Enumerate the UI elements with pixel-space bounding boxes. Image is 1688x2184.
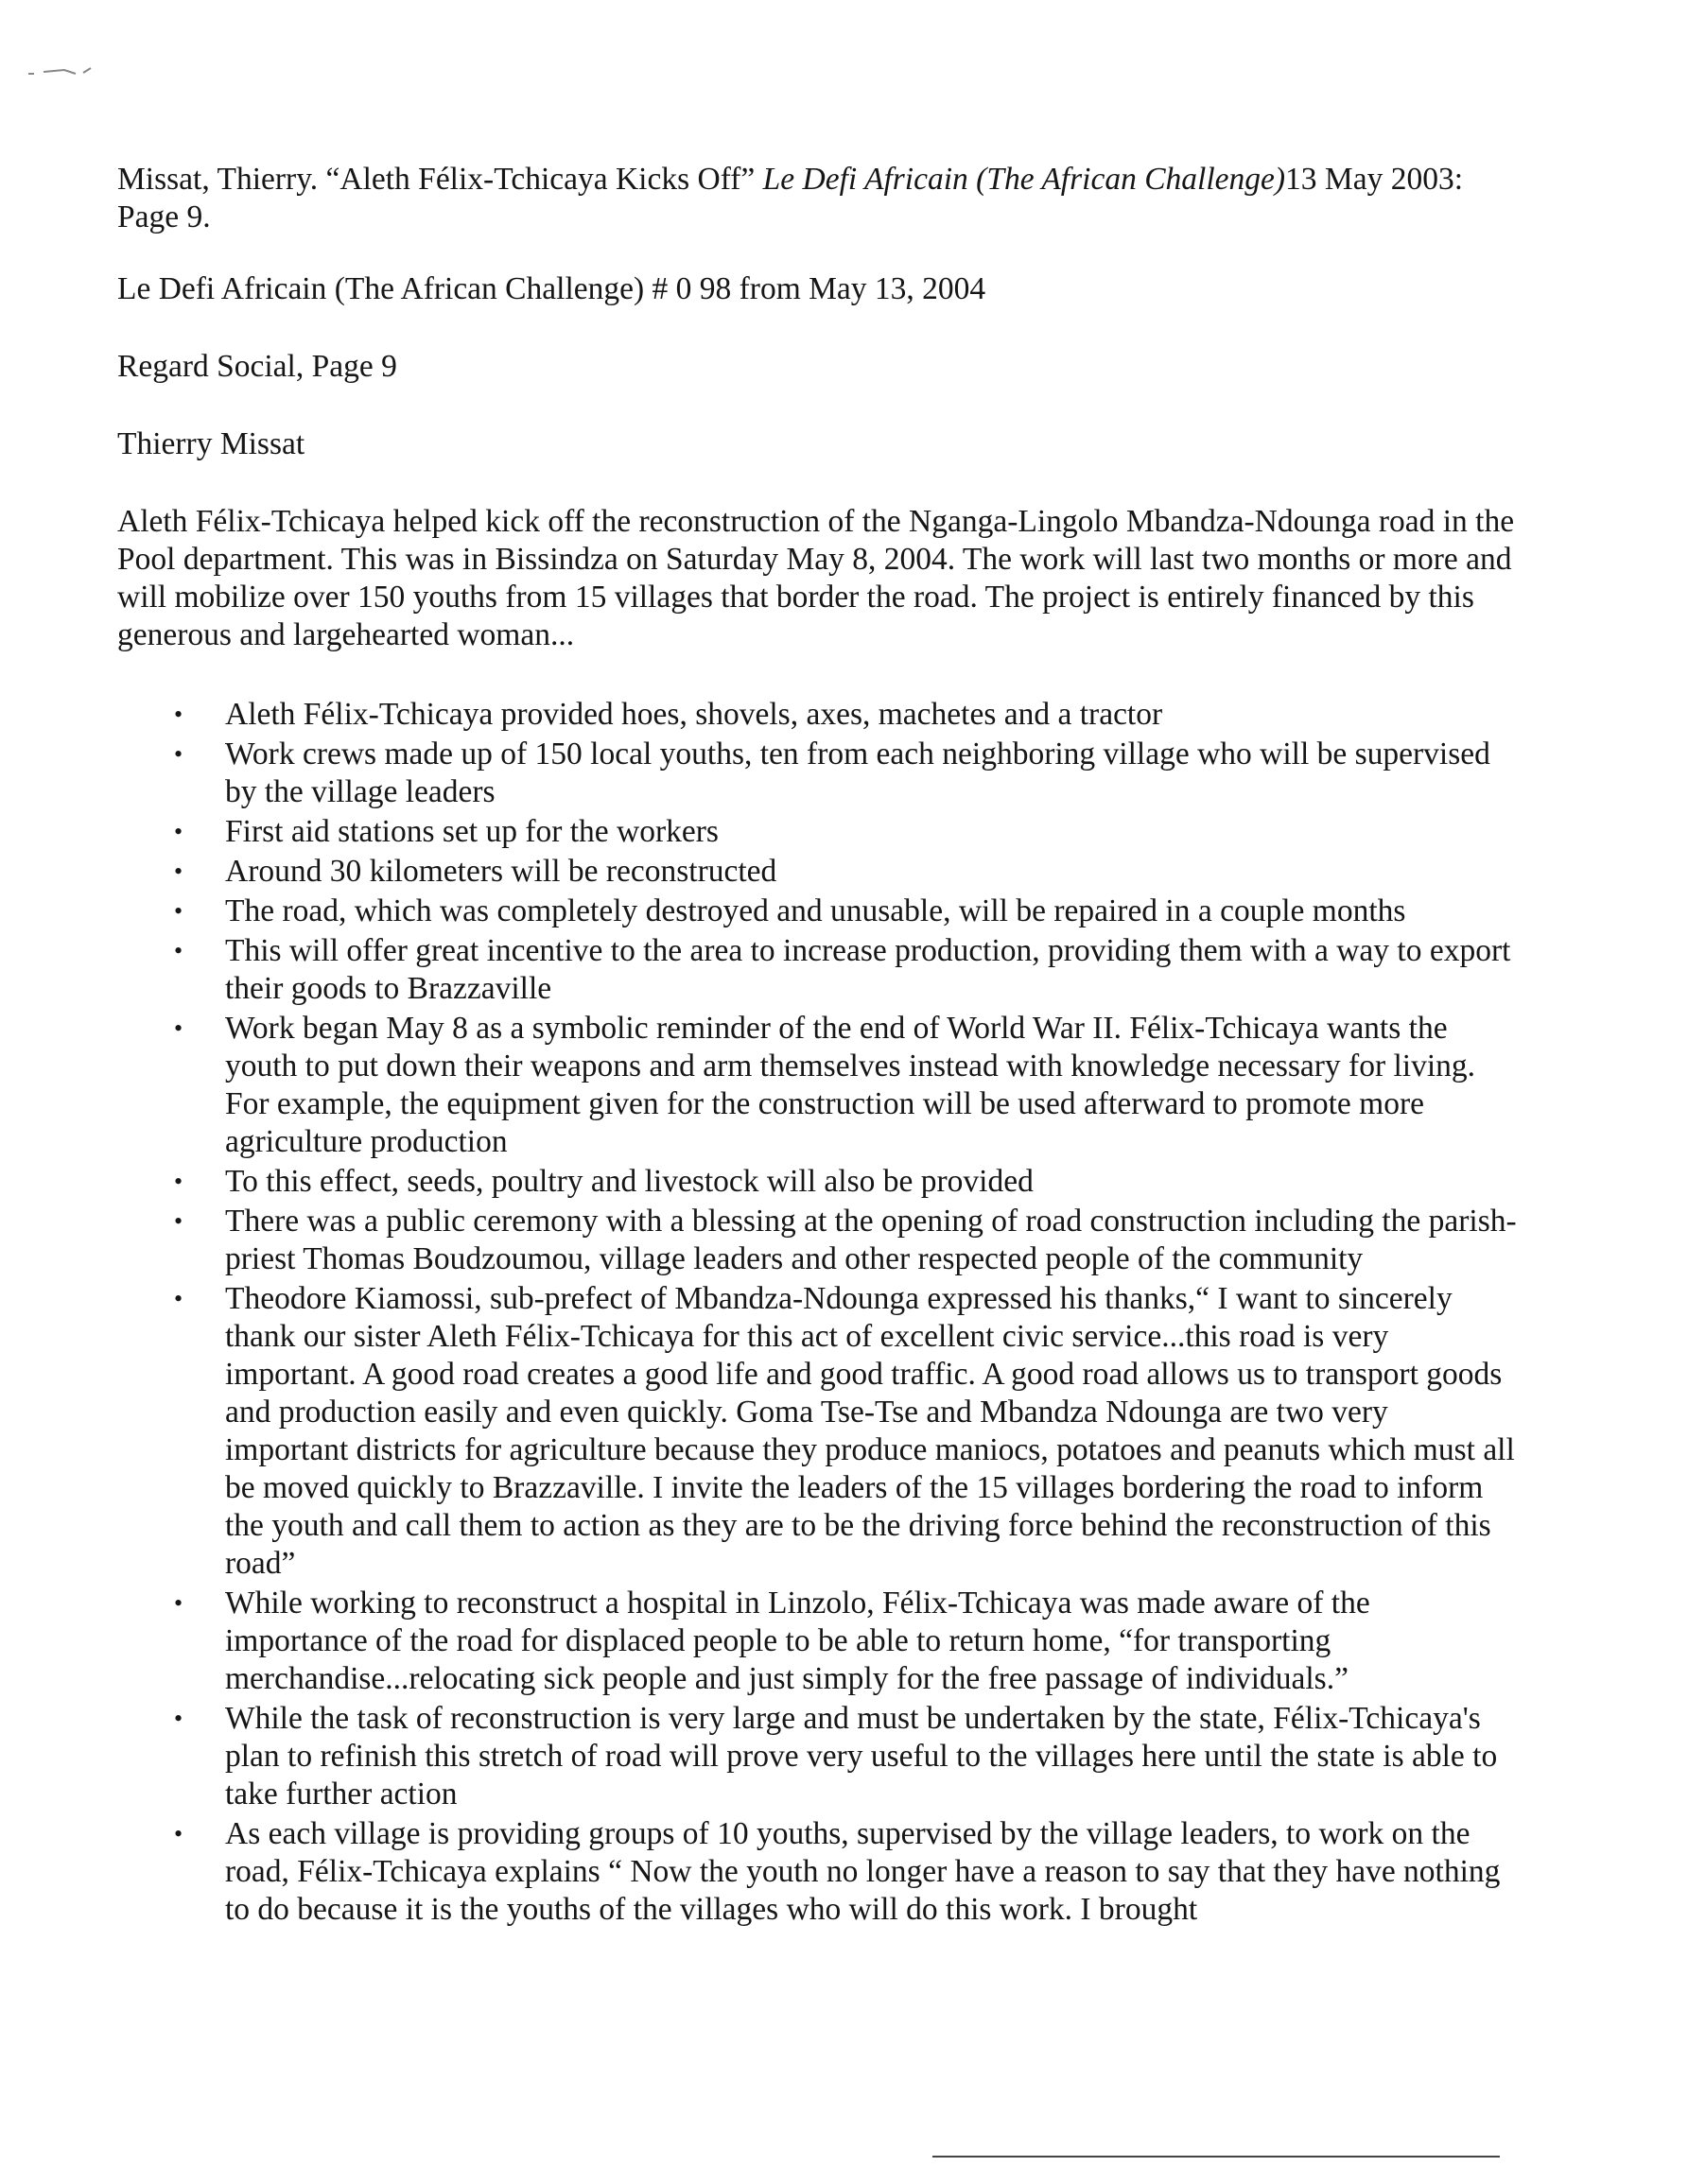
issue-line: Le Defi Africain (The African Challenge) # 0 98 from May 13, 2004 xyxy=(117,271,986,306)
citation-author-title: Missat, Thierry. “Aleth Félix-Tchicaya Kicks Off” xyxy=(117,162,763,197)
list-item-text: This will offer great incentive to the area to increase production, providing them with a way to export their goods to Brazzaville xyxy=(225,933,1511,1006)
list-item-text: Work crews made up of 150 local youths, ten from each neighboring village who will be supervised by the village leaders xyxy=(225,737,1490,809)
list-item xyxy=(117,1700,1517,1813)
citation-publication: Le Defi Africain (The African Challenge) xyxy=(762,162,1286,197)
bullet-list xyxy=(117,696,1517,1929)
list-item xyxy=(117,1010,1517,1161)
list-item-text: While the task of reconstruction is very large and must be undertaken by the state, Félix-Tchicaya's plan to refinish this stretch of road will prove very useful to the villages here until the state is able to take further action xyxy=(225,1701,1498,1811)
bullet-icon: • xyxy=(174,1168,183,1195)
list-item-text: Around 30 kilometers will be reconstructed xyxy=(225,854,777,889)
list-item xyxy=(117,1280,1517,1583)
list-item-text: As each village is providing groups of 10 youths, supervised by the village leaders, to work on the road, Félix-Tchicaya explains “ Now the youth no longer have a reason to say that they have nothing to do because it is the youths of the villages who will do this work. I brought xyxy=(225,1816,1501,1927)
list-item-text: To this effect, seeds, poultry and livestock will also be provided xyxy=(225,1164,1034,1199)
bullet-icon: • xyxy=(174,818,183,845)
list-item-text: The road, which was completely destroyed and unusable, will be repaired in a couple months xyxy=(225,893,1406,928)
bullet-icon: • xyxy=(174,1207,183,1235)
citation-date-page: 13 May 2003: Page 9. xyxy=(117,162,1464,234)
section-line: Regard Social, Page 9 xyxy=(117,349,397,384)
list-item xyxy=(117,853,1517,891)
bullet-icon: • xyxy=(174,1705,183,1732)
citation xyxy=(117,161,1517,236)
bullet-icon: • xyxy=(174,1014,183,1042)
author-line: Thierry Missat xyxy=(117,426,305,461)
list-item-text: First aid stations set up for the workers xyxy=(225,814,719,849)
list-item xyxy=(117,1585,1517,1698)
list-item xyxy=(117,893,1517,930)
bullet-icon: • xyxy=(174,1589,183,1617)
list-item xyxy=(117,813,1517,851)
list-item-text: While working to reconstruct a hospital in Linzolo, Félix-Tchicaya was made aware of the importance of the road for displaced people to be able to return home, “for transporting merchandise...relocating sick people and just simply for the free passage of individuals.” xyxy=(225,1586,1370,1696)
list-item xyxy=(117,696,1517,734)
list-item xyxy=(117,1203,1517,1278)
list-item-text: Work began May 8 as a symbolic reminder of the end of World War II. Félix-Tchicaya wants the youth to put down their weapons and arm themselves instead with knowledge necessary for living. For example, the equipment given for the construction will be used afterward to promote more agriculture production xyxy=(225,1011,1476,1159)
list-item-text: Aleth Félix-Tchicaya provided hoes, shovels, axes, machetes and a tractor xyxy=(225,697,1163,732)
list-item-text: Theodore Kiamossi, sub-prefect of Mbandza-Ndounga expressed his thanks,“ I want to sincerely thank our sister Aleth Félix-Tchicaya for this act of excellent civic service...this road is very important. A good road creates a good life and good traffic. A good road allows us to transport goods and production easily and even quickly. Goma Tse-Tse and Mbandza Ndounga are two very important districts for agriculture because they produce maniocs, potatoes and peanuts which must all be moved quickly to Brazzaville. I invite the leaders of the 15 villages bordering the road to inform the youth and call them to action as they are to be the driving force behind the reconstruction of this road” xyxy=(225,1281,1515,1581)
bullet-icon: • xyxy=(174,937,183,964)
article-body xyxy=(117,161,1517,1931)
list-item xyxy=(117,1163,1517,1201)
list-item xyxy=(117,736,1517,811)
list-item xyxy=(117,1815,1517,1929)
bullet-icon: • xyxy=(174,897,183,925)
footer-rule xyxy=(932,2156,1500,2158)
intro-paragraph: Aleth Félix-Tchicaya helped kick off the reconstruction of the Nganga-Lingolo Mbandza-Ndounga road in the Pool department. This was in Bissindza on Saturday May 8, 2004. The work will last two months or more and will mobilize over 150 youths from 15 villages that border the road. The project is entirely financed by this generous and largehearted woman... xyxy=(117,504,1515,652)
bullet-icon: • xyxy=(174,740,183,768)
list-item-text: There was a public ceremony with a blessing at the opening of road construction including the parish-priest Thomas Boudzoumou, village leaders and other respected people of the community xyxy=(225,1204,1517,1276)
bullet-icon: • xyxy=(174,1285,183,1312)
bullet-icon: • xyxy=(174,1820,183,1847)
bullet-icon: • xyxy=(174,858,183,885)
list-item xyxy=(117,932,1517,1008)
bullet-icon: • xyxy=(174,701,183,728)
scan-artifact-mark xyxy=(26,59,131,79)
